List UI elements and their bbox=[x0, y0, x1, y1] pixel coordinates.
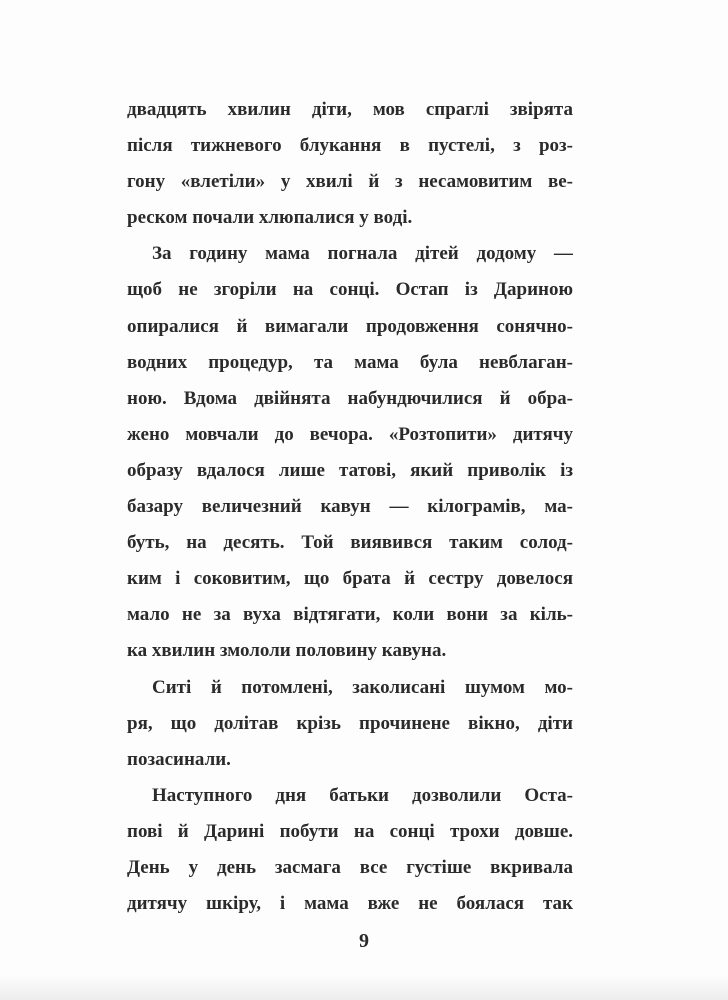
text-line: опиралися й вимагали продовження сонячно- bbox=[127, 315, 573, 337]
text-line: позасинали. bbox=[127, 748, 231, 770]
text-line: мало не за вуха відтягати, коли вони за кіль- bbox=[127, 604, 573, 626]
text-line: ким і соковитим, що брата й сестру довелося bbox=[127, 568, 573, 590]
text-line: ря, що долітав крізь прочинене вікно, діти bbox=[127, 712, 573, 734]
text-line: базару величезний кавун — кілограмів, ма- bbox=[127, 496, 573, 518]
text-line: після тижневого блукання в пустелі, з роз- bbox=[127, 135, 573, 157]
text-line: буть, на десять. Той виявився таким солод- bbox=[127, 532, 573, 554]
text-line: Наступного дня батьки дозволили Оста- bbox=[152, 784, 573, 806]
text-line: ка хвилин змололи половину кавуна. bbox=[127, 640, 447, 662]
text-line: жено мовчали до вечора. «Розтопити» дитячу bbox=[127, 423, 573, 445]
text-line: щоб не згоріли на сонці. Остап із Дариною bbox=[127, 279, 573, 301]
text-line: дитячу шкіру, і мама вже не боялася так bbox=[127, 893, 573, 915]
page-body-text bbox=[127, 92, 573, 922]
text-line: За годину мама погнала дітей додому — bbox=[152, 243, 573, 265]
text-line: День у день засмага все густіше вкривала bbox=[127, 856, 573, 878]
text-line: двадцять хвилин діти, мов спраглі звірята bbox=[127, 99, 573, 120]
text-line: реском почали хлюпалися у воді. bbox=[127, 207, 413, 229]
page-number: 9 bbox=[359, 930, 369, 952]
text-line: пові й Дарині побути на сонці трохи довше. bbox=[127, 820, 573, 842]
text-line: Ситі й потомлені, заколисані шумом мо- bbox=[152, 676, 573, 698]
text-line: образу вдалося лише татові, який приволік із bbox=[127, 459, 573, 481]
text-line: ною. Вдома двійнята набундючилися й обра- bbox=[127, 387, 573, 409]
text-line: гону «влетіли» у хвилі й з несамовитим ве- bbox=[127, 171, 573, 193]
page-bottom-shadow bbox=[0, 975, 728, 1000]
text-line: водних процедур, та мама була невблаган- bbox=[127, 351, 573, 373]
